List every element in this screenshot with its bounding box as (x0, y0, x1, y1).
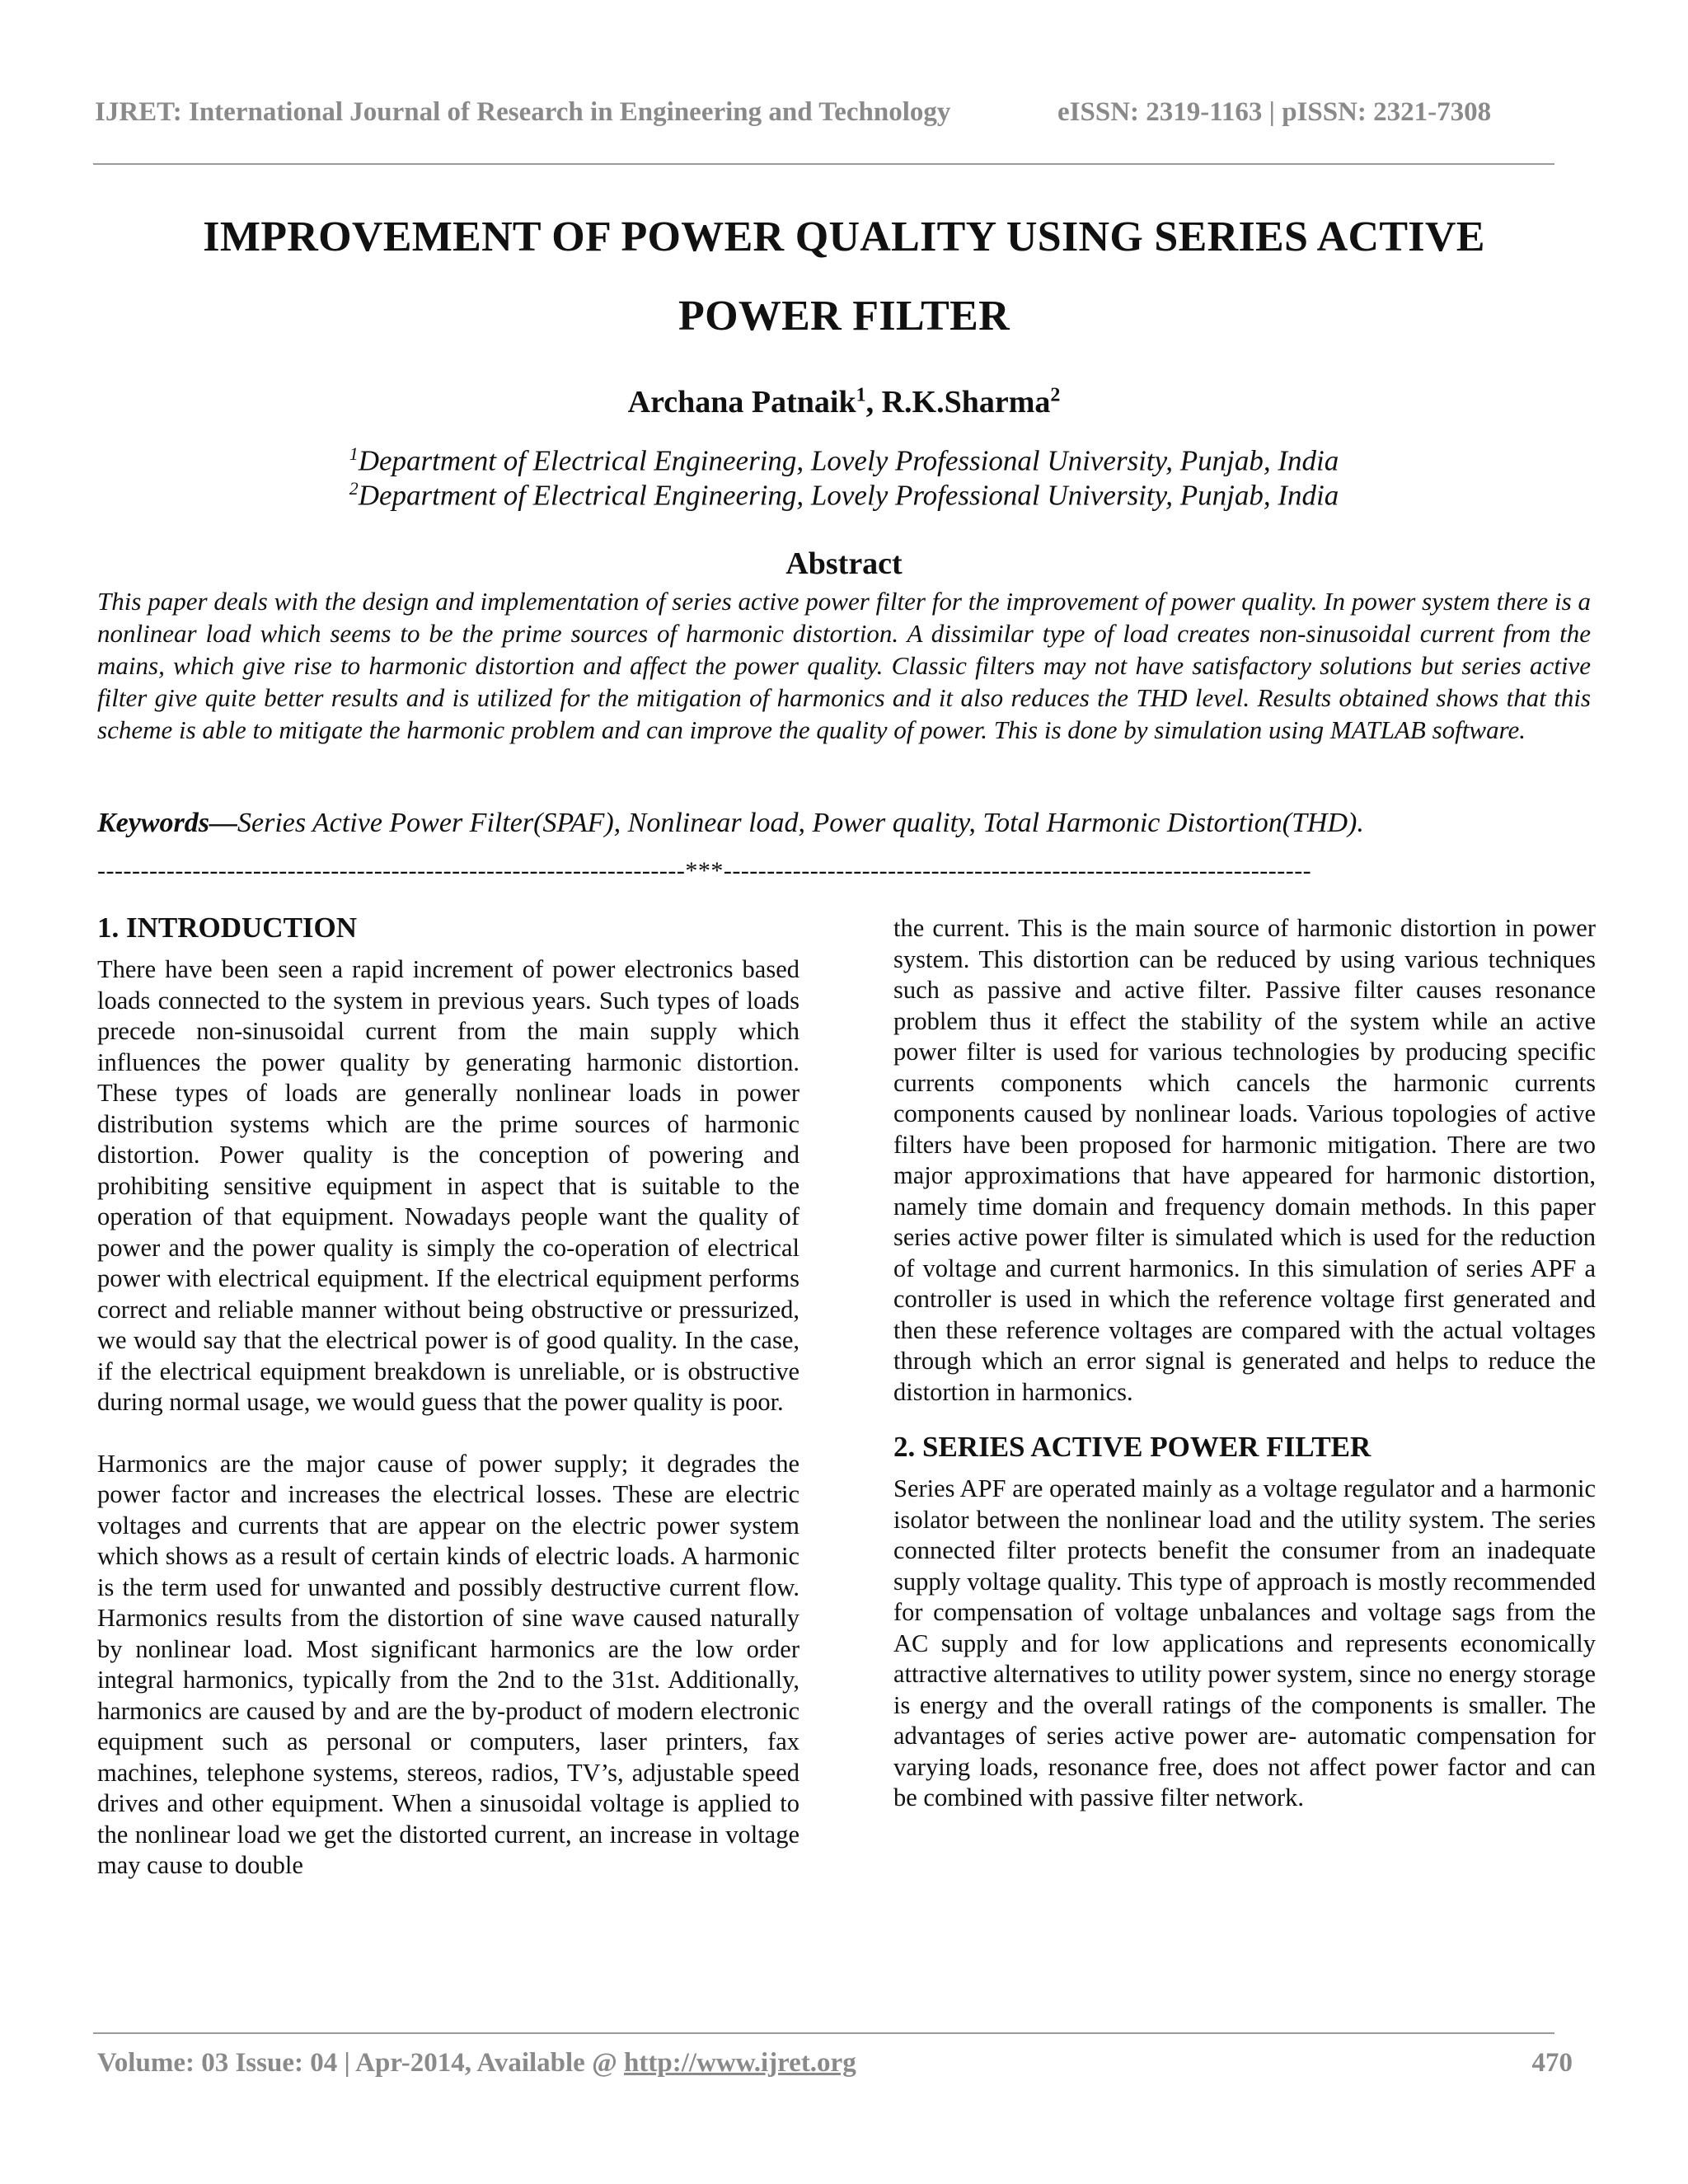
paper-title (95, 198, 1593, 356)
section-2-paragraph-1: Series APF are operated mainly as a voltage regulator and a harmonic isolator between the nonlinear load and the utility system. The series connected filter protects benefit the consumer from an inadequate supply voltage quality. This type of approach is mostly recommended for compensation of voltage unbalances and voltage sags from the AC supply and for low applications and represents economically attractive alternatives to utility power system, since no energy storage is energy and the overall ratings of the components is smaller. The advantages of series active power are- automatic compensation for varying loads, resonance free, does not affect power factor and can be combined with passive filter network. (893, 1474, 1596, 1811)
title-line-2: POWER FILTER (678, 293, 1010, 340)
affiliation-2 (95, 478, 1593, 513)
keywords-line (97, 808, 1591, 839)
section-separator: --------------------------------------------------------------------***-------------------------------------------------------------------- (97, 857, 1312, 884)
left-column (97, 910, 799, 1882)
author-2: R.K.Sharma (881, 385, 1051, 419)
affiliation-1-text: Department of Electrical Engineering, Lovely Professional University, Punjab, India (358, 444, 1339, 477)
author-list (95, 384, 1593, 420)
header-rule (93, 163, 1554, 165)
footer-link[interactable]: http://www.ijret.org (624, 2048, 856, 2078)
abstract-heading: Abstract (785, 546, 903, 581)
page-footer (97, 2048, 1573, 2079)
abstract-text: This paper deals with the design and implementation of series active power filter for the improvement of power quality. In power system there is a nonlinear load which seems to be the prime sources of harmonic distortion. A dissimilar type of load creates non-sinusoidal current from the mains, which give rise to harmonic distortion and affect the power quality. Classic filters may not have satisfactory solutions but series active filter give quite better results and is utilized for the mitigation of harmonics and it also reduces the THD level. Results obtained shows that this scheme is able to mitigate the harmonic problem and can improve the quality of power. This is done by simulation using MATLAB software. (97, 587, 1591, 744)
affiliation-2-sup: 2 (349, 478, 359, 499)
footer-rule (93, 2032, 1554, 2034)
title-line-1: IMPROVEMENT OF POWER QUALITY USING SERIES ACTIVE (203, 213, 1485, 260)
section-1-heading: 1. INTRODUCTION (97, 912, 358, 944)
right-column (893, 913, 1596, 1814)
section-2-heading: 2. SERIES ACTIVE POWER FILTER (893, 1431, 1372, 1463)
author-separator: , (865, 385, 882, 419)
author-1: Archana Patnaik (627, 385, 856, 419)
author-1-sup: 1 (856, 384, 866, 406)
section-1-paragraph-2: Harmonics are the major cause of power supply; it degrades the power factor and increases the electrical losses. These are electric voltages and currents that are appear on the electric power system which shows as a result of certain kinds of electric loads. A harmonic is the term used for unwanted and possibly destructive current flow. Harmonics results from the distortion of sine wave caused naturally by nonlinear load. Most significant harmonics are the low order integral harmonics, typically from the 2nd to the 31st. Additionally, harmonics are caused by and are the by-product of modern electronic equipment such as personal or computers, laser printers, fax machines, telephone systems, stereos, radios, TV’s, adjustable speed drives and other equipment. When a sinusoidal voltage is applied to the nonlinear load we get the distorted current, an increase in voltage may cause to double (97, 1449, 799, 1879)
affiliation-1 (95, 443, 1593, 478)
affiliation-2-text: Department of Electrical Engineering, Lovely Professional University, Punjab, India (358, 479, 1339, 512)
keywords-text: Series Active Power Filter(SPAF), Nonlinear load, Power quality, Total Harmonic Distortion(THD). (237, 808, 1364, 838)
author-2-sup: 2 (1050, 384, 1061, 406)
footer-volume: Volume: 03 Issue: 04 | Apr-2014, Available @ (97, 2048, 625, 2078)
section-1-paragraph-1: There have been seen a rapid increment of power electronics based loads connected to the system in previous years. Such types of loads precede non-sinusoidal current from the main supply which influences the power quality by generating harmonic distortion. These types of loads are generally nonlinear loads in power distribution systems which are the prime sources of harmonic distortion. Power quality is the conception of powering and prohibiting sensitive equipment in aspect that is suitable to the operation of that equipment. Nowadays people want the quality of power and the power quality is simply the co-operation of electrical power with electrical equipment. If the electrical equipment performs correct and reliable manner without being obstructive or pressurized, we would say that the electrical power is of good quality. In the case, if the electrical equipment breakdown is unreliable, or is obstructive during normal usage, we would guess that the power quality is poor. (97, 955, 799, 1416)
section-1-paragraph-3: the current. This is the main source of harmonic distortion in power system. This distortion can be reduced by using various techniques such as passive and active filter. Passive filter causes resonance problem thus it effect the stability of the system while an active power filter is used for various technologies by producing specific currents components which cancels the harmonic currents components caused by nonlinear loads. Various topologies of active filters have been proposed for harmonic mitigation. There are two major approximations that have appeared for harmonic distortion, namely time domain and frequency domain methods. In this paper series active power filter is simulated which is used for the reduction of voltage and current harmonics. In this simulation of series APF a controller is used in which the reference voltage first generated and then these reference voltages are compared with the actual voltages through which an error signal is generated and helps to reduce the distortion in harmonics. (893, 914, 1596, 1406)
journal-name: IJRET: International Journal of Research in Engineering and Technology (95, 97, 951, 127)
keywords-label: Keywords— (97, 808, 237, 838)
running-header (95, 97, 1562, 128)
issn-info: eISSN: 2319-1163 | pISSN: 2321-7308 (1057, 97, 1492, 127)
affiliation-1-sup: 1 (349, 443, 359, 464)
page-number: 470 (1531, 2048, 1573, 2078)
